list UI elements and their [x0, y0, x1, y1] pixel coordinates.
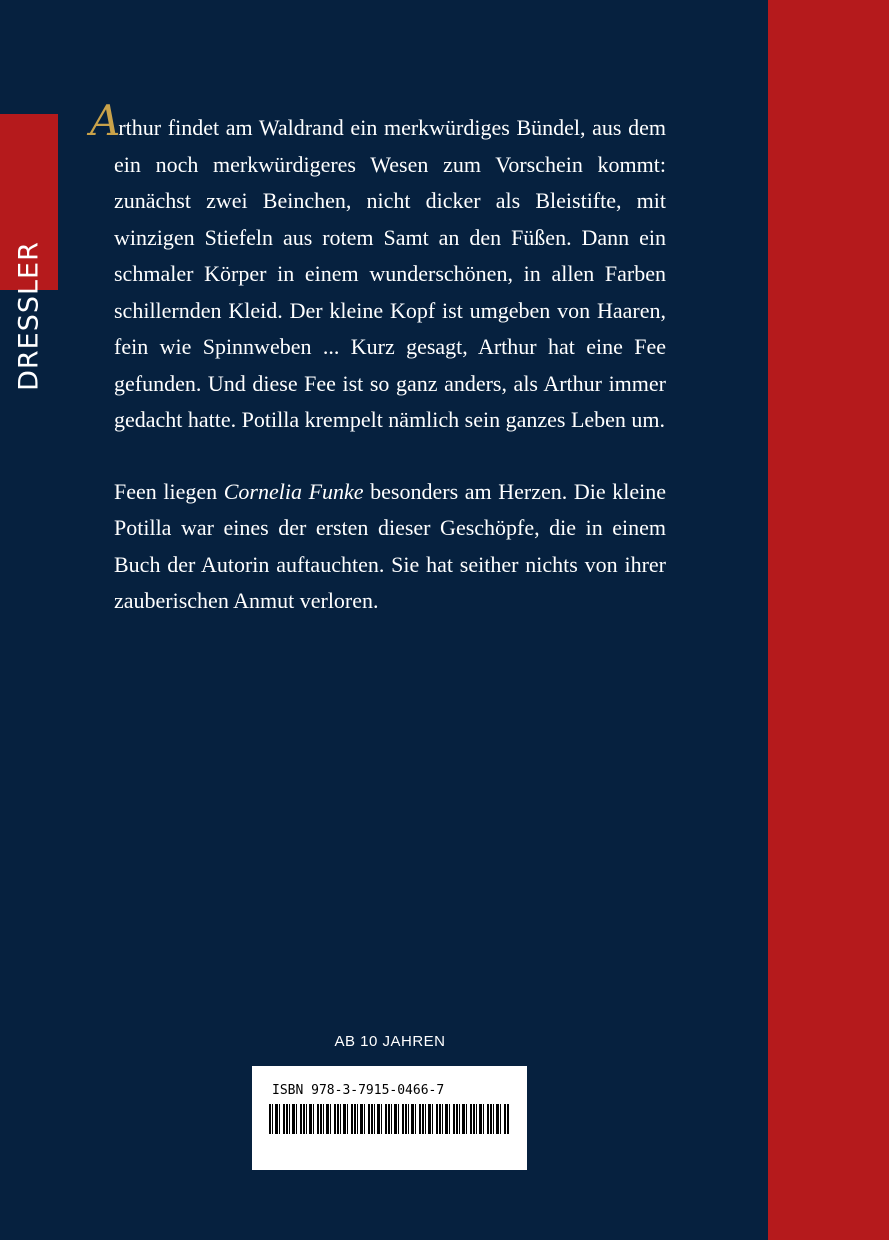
blurb-paragraph-2 [114, 474, 666, 620]
barcode-icon [269, 1104, 509, 1134]
blurb-paragraph-2-end: besonders am Herzen. Die kleine Potilla war eines der ersten dieser Geschöpfe, die in einem Buch der Autorin auftauchten. Sie hat seither nichts von ihrer zauberischen Anmut verloren. [114, 478, 666, 613]
blurb-paragraph-1-text: rthur findet am Waldrand ein merkwürdiges Bündel, aus dem ein noch merkwürdigeres Wesen zum Vorschein kommt: zunächst zwei Beinchen, nicht dicker als Bleistifte, mit winzigen Stiefeln aus rotem Samt an den Füßen. Dann ein schmaler Körper in einem wunderschönen, in allen Farben schillernden Kleid. Der kleine Kopf ist umgeben von Haaren, fein wie Spinnweben ... Kurz gesagt, Arthur hat eine Fee gefunden. Und diese Fee ist so ganz anders, als Arthur immer gedacht hatte. Potilla krempelt nämlich sein ganzes Leben um. [114, 115, 666, 432]
age-recommendation: AB 10 JAHREN [334, 1033, 446, 1050]
blurb-paragraph-1 [90, 96, 666, 439]
publisher-name: DRESSLER [13, 241, 45, 391]
isbn-text: ISBN 978-3-7915-0466-7 [272, 1083, 445, 1098]
barcode-label [252, 1066, 527, 1170]
blurb-paragraph-2-start: Feen liegen [114, 478, 224, 504]
publisher-tab [0, 114, 58, 391]
author-name: Cornelia Funke [223, 478, 364, 504]
drop-cap: A [90, 96, 121, 145]
red-spine [768, 0, 889, 1240]
blurb-text [90, 96, 666, 620]
